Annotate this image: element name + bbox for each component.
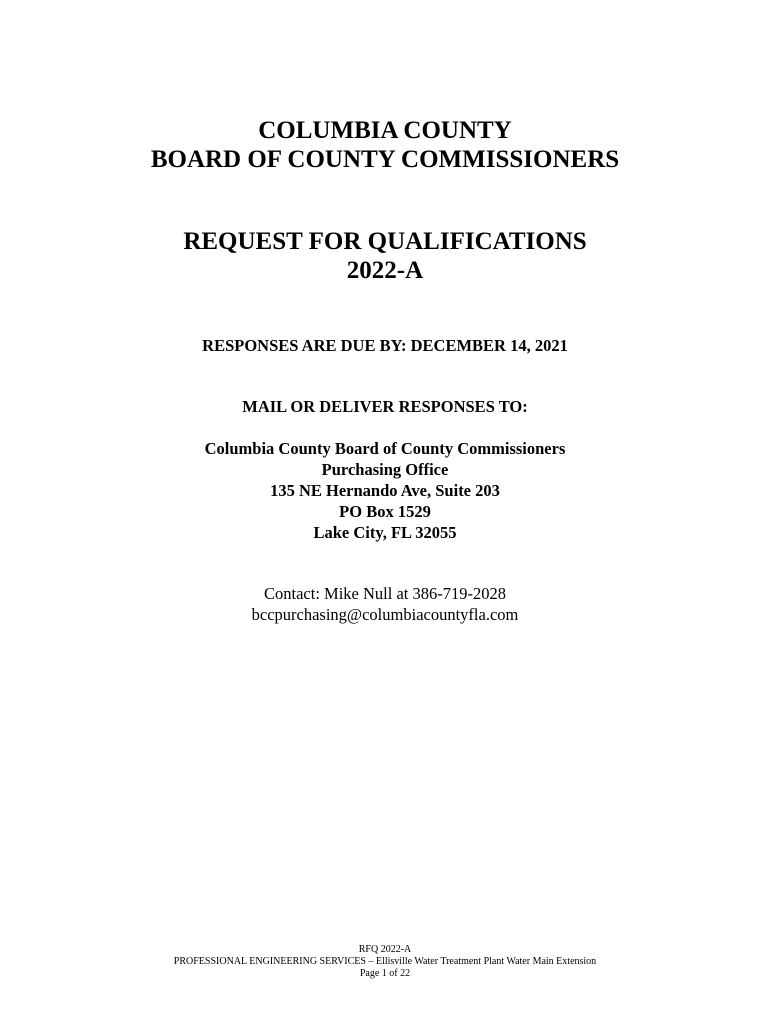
address-line-5: Lake City, FL 32055: [313, 523, 457, 542]
address-line-3: 135 NE Hernando Ave, Suite 203: [270, 481, 500, 500]
board-name: BOARD OF COUNTY COMMISSIONERS: [150, 146, 620, 173]
rfq-number: 2022-A: [346, 257, 424, 284]
footer-ref: RFQ 2022-A: [358, 944, 412, 955]
address-line-4: PO Box 1529: [339, 502, 431, 521]
contact-email[interactable]: bccpurchasing@columbiacountyfla.com: [251, 605, 519, 624]
rfq-title: REQUEST FOR QUALIFICATIONS: [183, 228, 587, 255]
due-date: RESPONSES ARE DUE BY: DECEMBER 14, 2021: [202, 336, 568, 355]
contact-line: Contact: Mike Null at 386-719-2028: [264, 584, 506, 603]
address-line-1: Columbia County Board of County Commissioners: [204, 439, 566, 458]
mail-heading: MAIL OR DELIVER RESPONSES TO:: [242, 397, 528, 416]
footer-page: Page 1 of 22: [359, 968, 411, 979]
address-line-2: Purchasing Office: [321, 460, 449, 479]
footer-project: PROFESSIONAL ENGINEERING SERVICES – Ellisville Water Treatment Plant Water Main Extension: [173, 956, 597, 967]
county-name: COLUMBIA COUNTY: [258, 117, 512, 144]
